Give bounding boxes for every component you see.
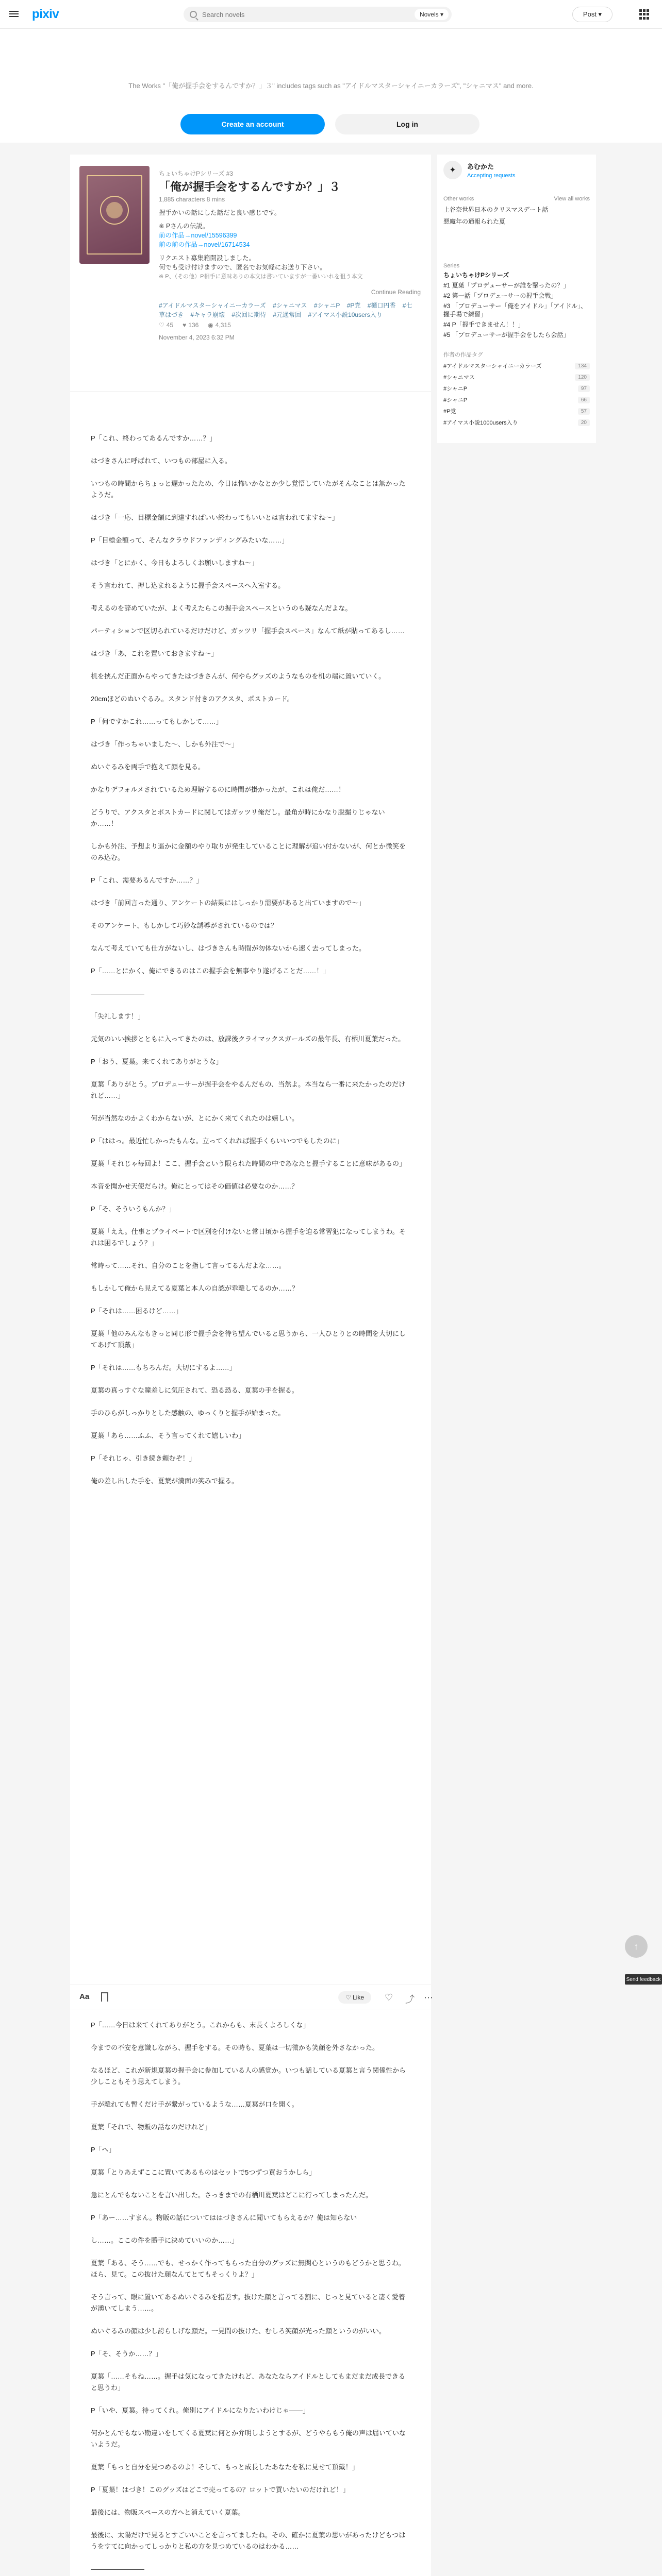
- desc-line: リクエスト募集箱開設しました。: [159, 255, 256, 262]
- accepting-requests-badge[interactable]: Accepting requests: [467, 173, 516, 179]
- novel-paragraph: 俺の差し出した手を、夏葉が満面の笑みで握る。: [91, 1477, 239, 1485]
- novel-paragraph: ――――――――: [91, 990, 144, 997]
- author-name[interactable]: あむかた: [467, 163, 494, 171]
- like-count: ♡ 45: [159, 321, 174, 329]
- series-item[interactable]: #3 「プロデューサー「俺をアイドル」「アイドル」、握手場で練習」: [443, 302, 587, 318]
- desc-link[interactable]: 前の作品→novel/15596399: [159, 232, 237, 239]
- novel-paragraph: そう言って、眼に置いてあるぬいぐるみを指差す。抜けた顔と言ってる割に、じっと見ていると凄く愛着が湧いてしまう……。: [91, 2293, 405, 2312]
- novel-paragraph: P「それは……困るけど……」: [91, 1307, 183, 1315]
- novel-paragraph: P「何ですかこれ……ってもしかして……」: [91, 718, 223, 725]
- share-icon[interactable]: ⤴: [405, 1994, 415, 2005]
- word-count: 1,885 characters 8 mins: [159, 196, 225, 203]
- novel-paragraph: し……。ここの件を勝手に決めていいのか……」: [91, 2236, 239, 2244]
- view-all-link[interactable]: View all works: [554, 196, 590, 202]
- font-settings-button[interactable]: Aa: [79, 1992, 90, 2001]
- novel-paragraph: 夏葉「ありがとう。プロデューサーが握手会をやるんだもの、当然よ。本当なら一番に来たかったのだけれど……」: [91, 1080, 406, 1099]
- tag-link[interactable]: #アイドルマスターシャイニーカラーズ: [159, 302, 266, 309]
- novel-paragraph: 最後には、物販スペースの方へと消えていく夏葉。: [91, 2509, 245, 2516]
- novel-paragraph: 常時って……それ、自分のことを指して言ってるんだよな……。: [91, 1262, 286, 1269]
- novel-body: [91, 433, 410, 1498]
- avatar[interactable]: ✦: [443, 161, 462, 179]
- author-tag-row[interactable]: #シャニP 66: [443, 396, 590, 404]
- novel-paragraph: もしかして俺から見えてる夏葉と本人の自認が乖離してるのか……？: [91, 1284, 299, 1292]
- novel-paragraph: 「失礼します！」: [91, 1012, 145, 1020]
- top-bar: [0, 0, 662, 29]
- novel-body-continued: [91, 2020, 410, 2576]
- novel-paragraph: ぬいぐるみの顔は少し誇らしげな顔だ。一見間の抜けた、むしろ笑顔が光った顔というのがいい。: [91, 2327, 386, 2335]
- author-tags-header: 作者の作品タグ: [443, 352, 483, 358]
- series-item[interactable]: #5 「プロデューサーが握手会をしたら会話」: [443, 331, 570, 338]
- novel-paragraph: 夏葉「ある、そう……でも、せっかく作ってもらった自分のグッズに無関心というのもどうかと思うわ。ほら、見て。この抜けた顔なんてとてもそっくりよ？」: [91, 2259, 405, 2278]
- novel-paragraph: はづき「とにかく、今日もよろしくお願いしますね～」: [91, 559, 258, 567]
- novel-paragraph: P「そ、そういうもんか？」: [91, 1205, 176, 1213]
- novel-paragraph: ぬいぐるみを両手で抱えて顔を見る。: [91, 763, 205, 771]
- author-tag-row[interactable]: #シャニP 97: [443, 384, 590, 393]
- novel-paragraph: どうりで、アクスタとポストカードに関してはガッツリ俺だし。最角が時にかなり脱撮りじゃないか……！: [91, 808, 385, 827]
- novel-paragraph: P「それじゃ、引き続き頼むぞ！」: [91, 1454, 196, 1462]
- other-work-item[interactable]: 悪魔年の通報られた夏: [443, 218, 506, 225]
- search-scope-select[interactable]: Novels ▾: [415, 9, 449, 20]
- tag-link[interactable]: #キャラ崩壊: [190, 311, 225, 318]
- continue-reading-link[interactable]: Continue Reading: [371, 289, 421, 296]
- novel-main: [70, 155, 431, 2576]
- novel-paragraph: 手が離れても暫くだけ手が繋がっているような……夏葉が口を開く。: [91, 2100, 299, 2108]
- series-link[interactable]: ちょいちゃけPシリーズ #3: [159, 170, 234, 177]
- send-feedback-button[interactable]: Send feedback: [625, 1974, 662, 1985]
- novel-paragraph: P「目標金額って、そんなクラウドファンディングみたいな……」: [91, 536, 289, 544]
- novel-title: 「俺が握手会をするんですか？」３: [159, 180, 341, 193]
- author-tag-row[interactable]: #アイドルマスターシャイニーカラーズ 134: [443, 362, 590, 370]
- novel-paragraph: 夏葉「とりあえずここに置いてあるものはセットで5つずつ買おうかしら」: [91, 2168, 316, 2176]
- reaction-bar: [70, 1985, 431, 2009]
- novel-paragraph: 夏葉「もっと自分を見つめるのよ！そして、もっと成長したあなたを私に見せて頂戴！」: [91, 2463, 359, 2471]
- desc-link[interactable]: 前の前の作品→novel/16714534: [159, 241, 250, 248]
- work-header: [70, 155, 431, 392]
- series-item[interactable]: #4 P「握手できません！！」: [443, 321, 524, 328]
- more-icon[interactable]: ⋯: [424, 1992, 433, 2003]
- tag-link[interactable]: #次回に期待: [231, 311, 267, 318]
- desc-line: 握手かいの話にした話だと良い感じです。: [159, 209, 281, 216]
- bookmark-icon: ♥: [183, 321, 187, 329]
- login-button[interactable]: Log in: [335, 114, 479, 134]
- author-tag-row[interactable]: #アイマス小説1000users入り 20: [443, 418, 590, 427]
- novel-paragraph: P「あー……すまん。物販の話についてははづきさんに聞いてもらえるか？俺は知らない: [91, 2214, 357, 2222]
- promo-text: The Works "「俺が握手会をするんですか？」３" includes tags such as "アイドルマスターシャイニーカラーズ", "シャニマス" and more.: [128, 82, 534, 90]
- novel-paragraph: はづき「作っちゃいました～、しかも外注で～」: [91, 740, 239, 748]
- novel-paragraph: P「おう、夏葉。来てくれてありがとうな」: [91, 1058, 223, 1065]
- novel-paragraph: P「……今日は来てくれてありがとう。これからも、末長くよろしくな」: [91, 2021, 310, 2029]
- novel-paragraph: 夏葉「それで、物販の話なのだけれど」: [91, 2123, 211, 2131]
- search-icon: [190, 11, 197, 18]
- novel-paragraph: 今までの不安を意識しながら、握手をする。その時も、夏葉は一切微かも笑顔を外さなかった。: [91, 2044, 379, 2052]
- desc-line: ※ Pさんの伝説。: [159, 223, 209, 230]
- heart-icon[interactable]: ♡: [385, 1992, 393, 2003]
- post-button[interactable]: Post ▾: [572, 7, 613, 22]
- novel-description: [159, 208, 417, 281]
- novel-paragraph: しかも外注、予想より遥かに金額のやり取りが発生していることに理解が追い付かないが、何とか微笑をのみ込む。: [91, 842, 406, 861]
- create-account-button[interactable]: Create an account: [180, 114, 325, 134]
- tag-link[interactable]: #アイマス小説10users入り: [308, 311, 383, 318]
- author-profile[interactable]: [443, 161, 516, 179]
- novel-paragraph: 手のひらがしっかりとした感触の、ゆっくりと握手が始まった。: [91, 1409, 285, 1417]
- view-count: ◉ 4,315: [208, 321, 231, 329]
- novel-paragraph: 夏葉「……そもね……。握手は気になってきたけれど、あなたならアイドルとしてもまだまだ成長できると思うわ」: [91, 2372, 405, 2392]
- novel-paragraph: 最後に、太陽だけで見るとすごいいことを言ってましたね。その、確かに夏葉の思いがあったけどもつはうをすてに向かってしっかりと私の方を見つめているのはわかる……: [91, 2531, 406, 2550]
- tag-link[interactable]: #シャニP: [313, 302, 340, 309]
- novel-paragraph: 何が当然なのかよくわからないが、とにかく来てくれたのは嬉しい。: [91, 1114, 299, 1122]
- like-icon: ♡: [159, 321, 164, 329]
- novel-cover-image[interactable]: [79, 166, 150, 264]
- menu-icon[interactable]: [9, 9, 20, 20]
- sidebar: [437, 155, 596, 443]
- novel-paragraph: 元気のいい挨拶とともに入ってきたのは、放課後クライマックスガールズの最年長、有栖川夏葉だった。: [91, 1035, 405, 1043]
- novel-paragraph: そう言われて、押し込まれるように握手会スペースへ入室する。: [91, 582, 285, 589]
- novel-paragraph: 本音を聞かせ天使だらけ。俺にとってはその価値は必要なのか……？: [91, 1182, 299, 1190]
- bookmark-flag-icon[interactable]: [101, 1992, 108, 2002]
- work-stats: [159, 321, 231, 329]
- other-work-item[interactable]: 上谷奈世界日本のクリスマスデート話: [443, 206, 549, 213]
- author-tag-row[interactable]: #P党 57: [443, 407, 590, 415]
- novel-paragraph: はづきさんに呼ばれて、いつもの部屋に入る。: [91, 457, 231, 465]
- tag-link[interactable]: #P党: [346, 302, 361, 309]
- novel-paragraph: P「……とにかく、俺にできるのはこの握手会を無事やり遂げることだ……！」: [91, 967, 330, 975]
- apps-grid-icon[interactable]: [639, 9, 650, 20]
- novel-paragraph: 考えるのを辞めていたが、よく考えたらこの握手会スペースというのも疑なんだよな。: [91, 604, 352, 612]
- novel-paragraph: 急にとんでもないことを言い出した。さっきまでの有栖川夏葉はどこに行ってしまったんだ。: [91, 2191, 373, 2199]
- tag-link[interactable]: #元通常回: [273, 311, 302, 318]
- novel-paragraph: かなりデフォルメされているため理解するのに時間が掛かったが、これは俺だ……！: [91, 786, 345, 793]
- tag-link[interactable]: #樋口円香: [367, 302, 396, 309]
- novel-paragraph: いつもの時間からちょっと遅かったため、今日は怖いかなとか少し覚悟していたがそんなことは無かったようだ。: [91, 480, 406, 499]
- novel-paragraph: P「夏葉！はづき！このグッズはどこで売ってるの？ロットで買いたいのだけれど！」: [91, 2486, 350, 2494]
- novel-paragraph: はづき「前回言った通り、アンケートの結果にはしっかり需要があると出ていますので～」: [91, 899, 366, 907]
- author-tags-section: [443, 350, 590, 427]
- tag-link[interactable]: #七草はづき: [159, 302, 412, 318]
- search-input[interactable]: [202, 11, 398, 19]
- pixiv-logo[interactable]: pixiv: [32, 7, 59, 21]
- other-works-header: Other works: [443, 196, 474, 202]
- novel-paragraph: なんて考えていても仕方がないし、はづきさんも時間が勿体ないから速く去ってしまった。: [91, 944, 366, 952]
- novel-paragraph: 机を挟んだ正面からやってきたはづきさんが、何やらグッズのようなものを机の端に置いていく。: [91, 672, 386, 680]
- novel-paragraph: P「そ、そうか……？」: [91, 2350, 162, 2358]
- novel-paragraph: P「これ、終わってあるんですか……？」: [91, 434, 217, 442]
- eye-icon: ◉: [208, 321, 213, 329]
- desc-line: ※ P、（その他）P相手に意味ありの本文は書いていますが一番いいれを狙う本文: [159, 274, 363, 280]
- author-tag-row[interactable]: #シャニマス 120: [443, 373, 590, 381]
- novel-paragraph: 夏葉「それじゃ毎回よ！ここ、握手会という限られた時間の中であなたと握手することに意味があるの」: [91, 1160, 406, 1167]
- novel-paragraph: 何かとんでもない勘違いをしてくる夏葉に何とか弁明しようとするが、どうやらもう俺の声は届いていないようだ。: [91, 2429, 406, 2448]
- novel-paragraph: P「それは……もちろんだ。大切にするよ……」: [91, 1364, 236, 1371]
- novel-paragraph: 20cmほどのぬいぐるみ。スタンド付きのアクスタ、ポストカード。: [91, 695, 294, 703]
- novel-paragraph: そのアンケート、もしかして巧妙な誘導がされているのでは？: [91, 922, 278, 929]
- series-header: Series: [443, 263, 460, 269]
- novel-paragraph: はづき「あ、これを置いておきますね～」: [91, 650, 218, 657]
- search-bar[interactable]: [184, 7, 452, 22]
- post-date: November 4, 2023 6:32 PM: [159, 334, 235, 341]
- series-section: [443, 263, 590, 339]
- desc-line: 何でも受け付けますので、匿名でお気軽にお送り下さい。: [159, 264, 326, 271]
- novel-paragraph: 夏葉「他のみんなもきっと同じ形で握手会を待ち望んでいると思うから、一人ひとりとの時間を大切にしてあげて頂戴」: [91, 1330, 406, 1349]
- novel-paragraph: 夏葉「ええ。仕事とプライベートで区別を付けないと常日頃から握手を迫る常習犯になってしまうわ。それは困るでしょう？」: [91, 1228, 406, 1247]
- series-item[interactable]: #1 夏葉「プロデューサーが誰を撃ったの？」: [443, 282, 570, 289]
- series-item[interactable]: #2 第一話「プロデューサーの握手会戦」: [443, 292, 557, 299]
- novel-paragraph: P「へ」: [91, 2146, 115, 2154]
- like-button[interactable]: ♡ Like: [338, 1991, 371, 2004]
- novel-paragraph: P「ははっ。最近忙しかったもんな。立ってくれれば握手くらいいつでもしたのに」: [91, 1137, 343, 1145]
- scroll-to-top-button[interactable]: ↑: [625, 1935, 648, 1958]
- tag-link[interactable]: #シャニマス: [273, 302, 307, 309]
- novel-paragraph: 夏葉「あら……ふふ、そう言ってくれて嬉しいわ」: [91, 1432, 245, 1439]
- novel-paragraph: なるほど、これが新規夏葉の握手会に参加している人の感覚か。いつも話している夏葉と言う関係性から少しこともそう思えてしまう。: [91, 2066, 406, 2086]
- novel-paragraph: P「これ、需要あるんですか……？」: [91, 876, 203, 884]
- novel-paragraph: ――――――――: [91, 2565, 144, 2573]
- novel-paragraph: はづき「一応、目標金額に到達すればいい終わってもいいとは言われてますね～」: [91, 514, 339, 521]
- novel-paragraph: P「いや、夏葉。待ってくれ。俺別にアイドルになりたいわけじゃ――」: [91, 2406, 310, 2414]
- tag-list: [159, 301, 417, 319]
- series-title[interactable]: ちょいちゃけPシリーズ: [443, 272, 509, 279]
- bookmark-count: ♥ 136: [183, 321, 199, 329]
- novel-paragraph: 夏葉の真っすぐな瞳差しに気圧されて、恐る恐る、夏葉の手を握る。: [91, 1386, 299, 1394]
- other-works-section: [443, 196, 590, 226]
- signup-promo: [0, 29, 662, 143]
- novel-paragraph: パーティションで区切られているだけだけど、ガッツリ「握手会スペース」なんて紙が貼ってあるし……: [91, 627, 405, 635]
